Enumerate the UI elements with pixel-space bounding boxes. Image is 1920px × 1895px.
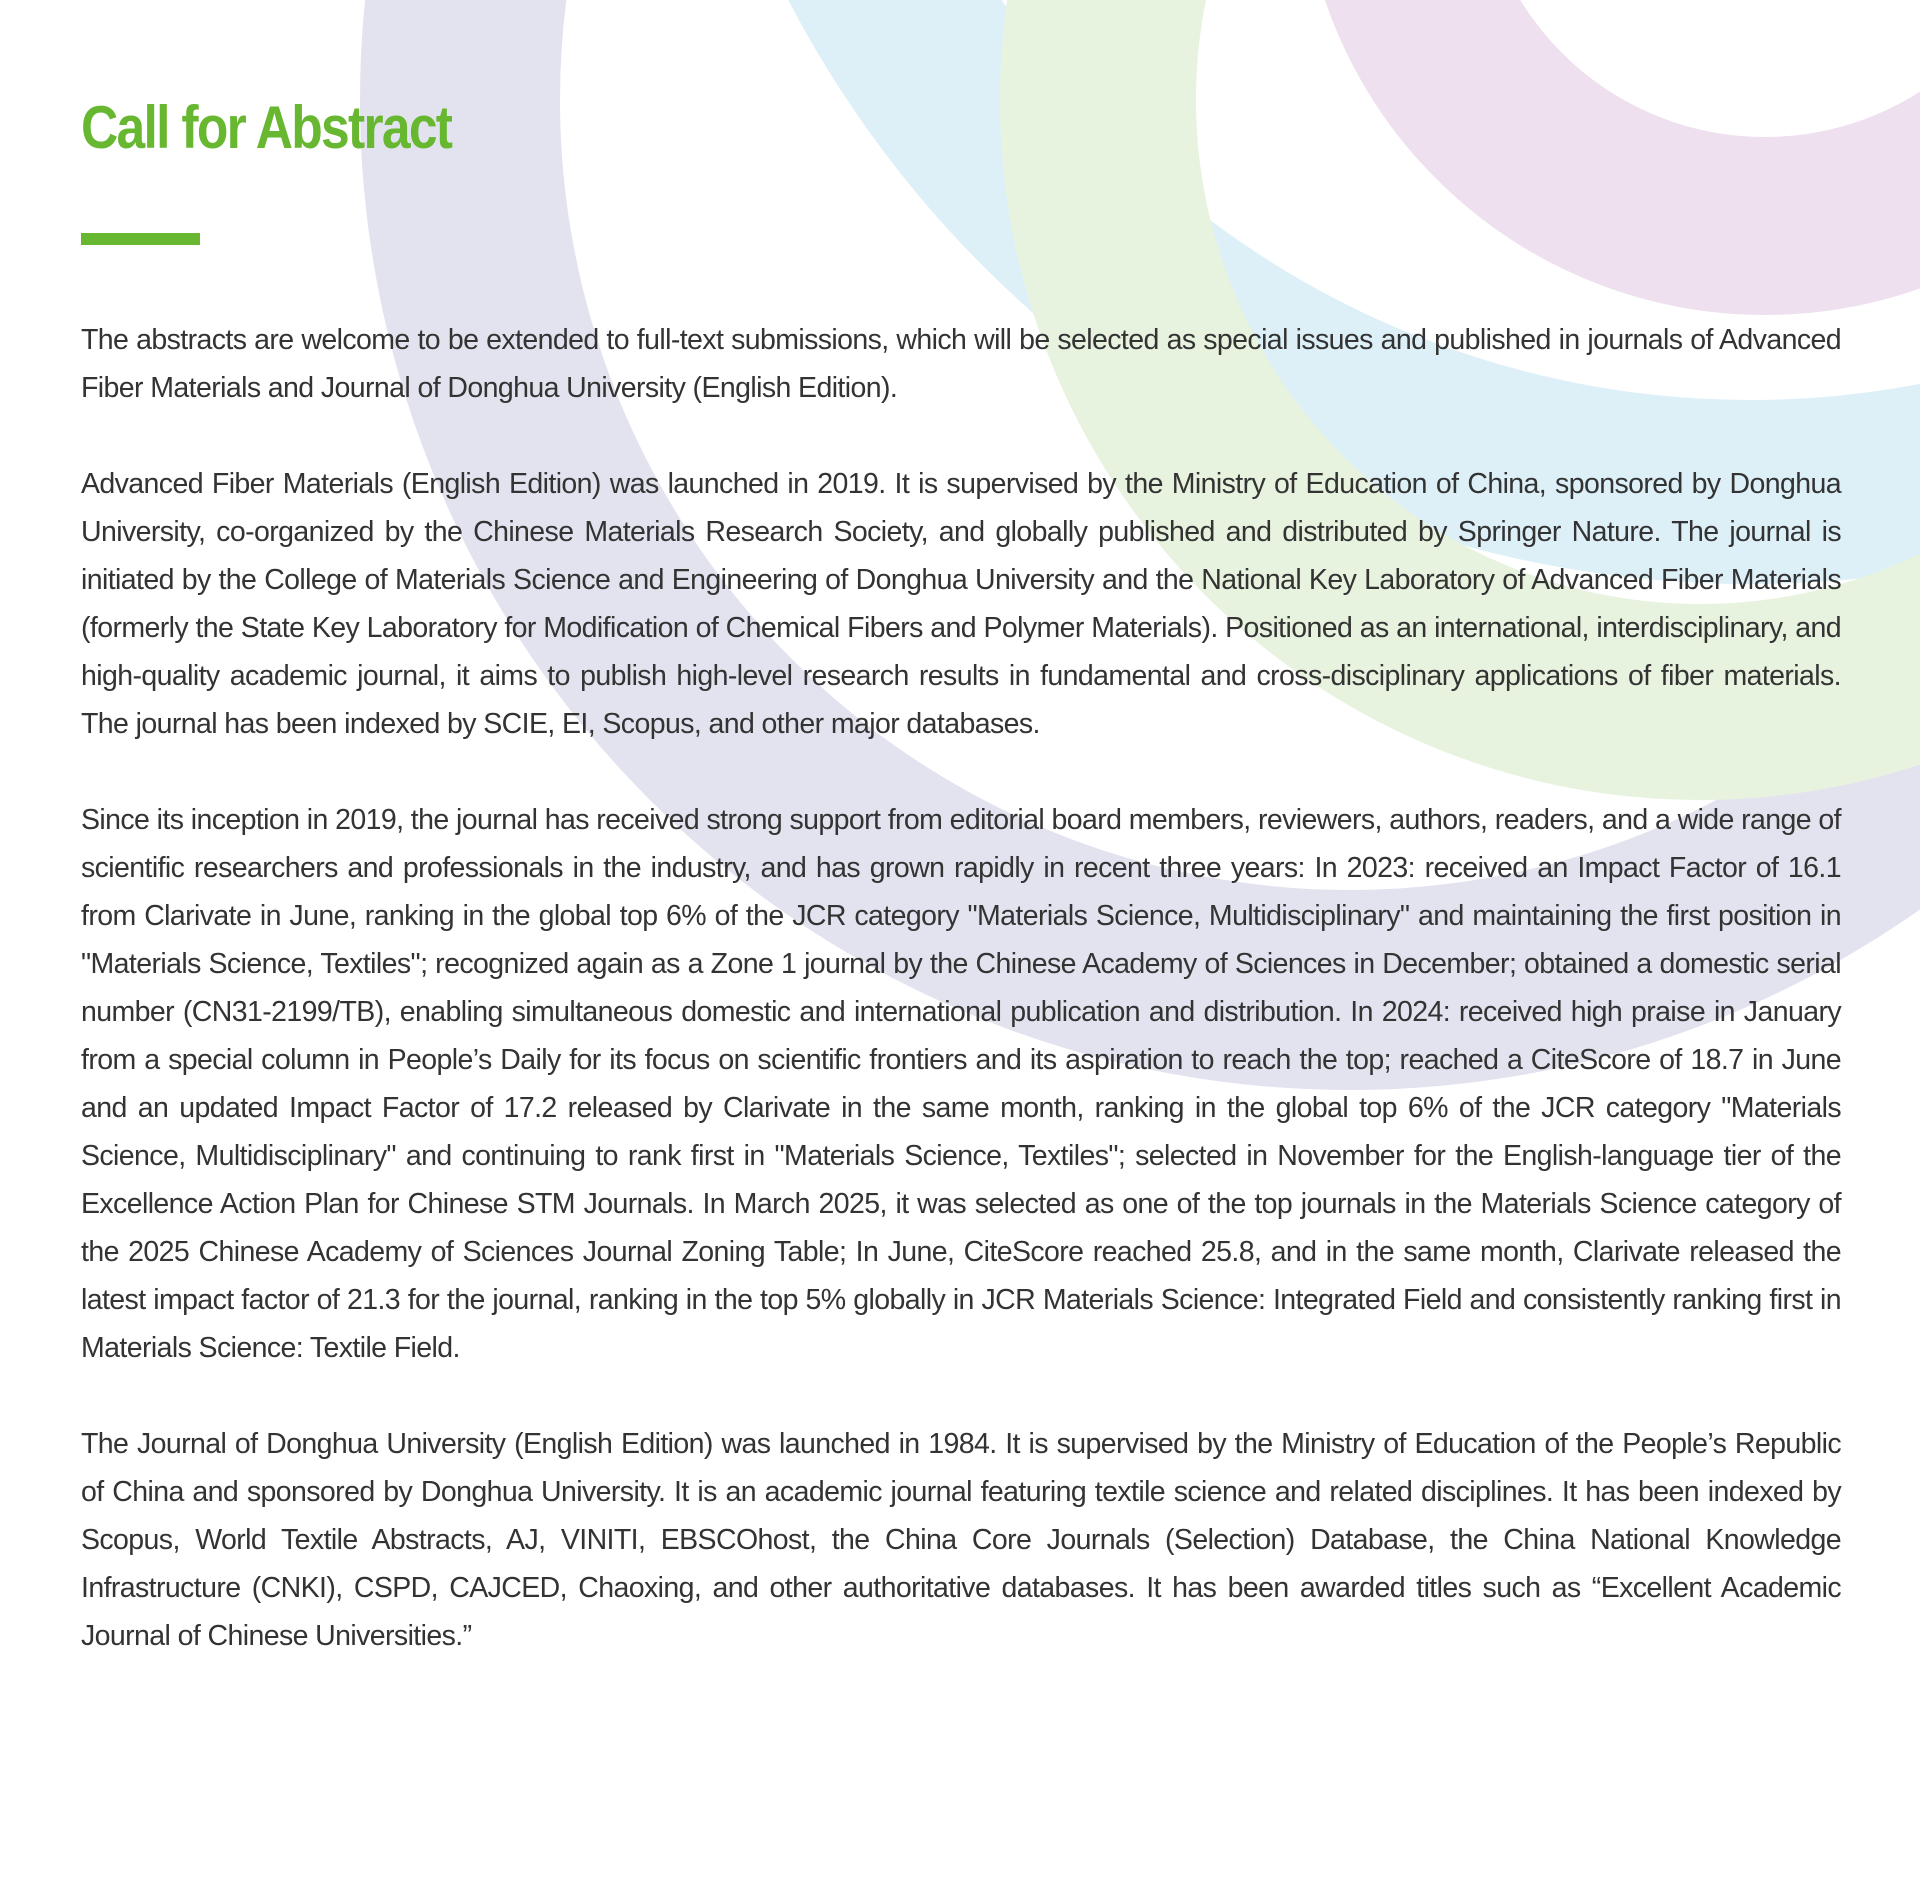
title-underline-bar — [81, 233, 200, 245]
purple-arc — [1389, 0, 1920, 226]
paragraph-journal-of-donghua-university: The Journal of Donghua University (English Edition) was launched in 1984. It is supervised by the Ministry of Education of the People’s Republic of China and sponsored by Donghua University. It is an academic journal featuring textile science and related disciplines. It has been indexed by Scopus, World Textile Abstracts, AJ, VINITI, EBSCOhost, the China Core Journals (Selection) Database, the China National Knowledge Infrastructure (CNKI), CSPD, CAJCED, Chaoxing, and other authoritative databases. It has been awarded titles such as “Excellent Academic Journal of Chinese Universities.” — [81, 1428, 1841, 1652]
body-text — [81, 316, 1841, 1708]
paragraph-intro: The abstracts are welcome to be extended to full-text submissions, which will be selected as special issues and published in journals of Advanced Fiber Materials and Journal of Donghua University (English Edition). — [81, 324, 1841, 404]
paragraph-journal-growth: Since its inception in 2019, the journal has received strong support from editorial board members, reviewers, authors, readers, and a wide range of scientific researchers and professionals in the industry, and has grown rapidly in recent three years: In 2023: received an Impact Factor of 16.1 from Clarivate in June, ranking in the global top 6% of the JCR category "Materials Science, Multidisciplinary" and maintaining the first position in "Materials Science, Textiles"; recognized again as a Zone 1 journal by the Chinese Academy of Sciences in December; obtained a domestic serial number (CN31-2199/TB), enabling simultaneous domestic and international publication and distribution. In 2024: received high praise in January from a special column in People’s Daily for its focus on scientific frontiers and its aspiration to reach the top; reached a CiteScore of 18.7 in June and an updated Impact Factor of 17.2 released by Clarivate in the same month, ranking in the global top 6% of the JCR category "Materials Science, Multidisciplinary" and continuing to rank first in "Materials Science, Textiles"; selected in November for the English-language tier of the Excellence Action Plan for Chinese STM Journals. In March 2025, it was selected as one of the top journals in the Materials Science category of the 2025 Chinese Academy of Sciences Journal Zoning Table; In June, CiteScore reached 25.8, and in the same month, Clarivate released the latest impact factor of 21.3 for the journal, ranking in the top 5% globally in JCR Materials Science: Integrated Field and consistently ranking first in Materials Science: Textile Field. — [81, 804, 1841, 1364]
page-title: Call for Abstract — [81, 94, 452, 161]
paragraph-advanced-fiber-materials: Advanced Fiber Materials (English Edition) was launched in 2019. It is supervised by the Ministry of Education of China, sponsored by Donghua University, co-organized by the Chinese Materials Research Society, and globally published and distributed by Springer Nature. The journal is initiated by the College of Materials Science and Engineering of Donghua University and the National Key Laboratory of Advanced Fiber Materials (formerly the State Key Laboratory for Modification of Chemical Fibers and Polymer Materials). Positioned as an international, interdisciplinary, and high-quality academic journal, it aims to publish high-level research results in fundamental and cross-disciplinary applications of fiber materials. The journal has been indexed by SCIE, EI, Scopus, and other major databases. — [81, 468, 1841, 740]
